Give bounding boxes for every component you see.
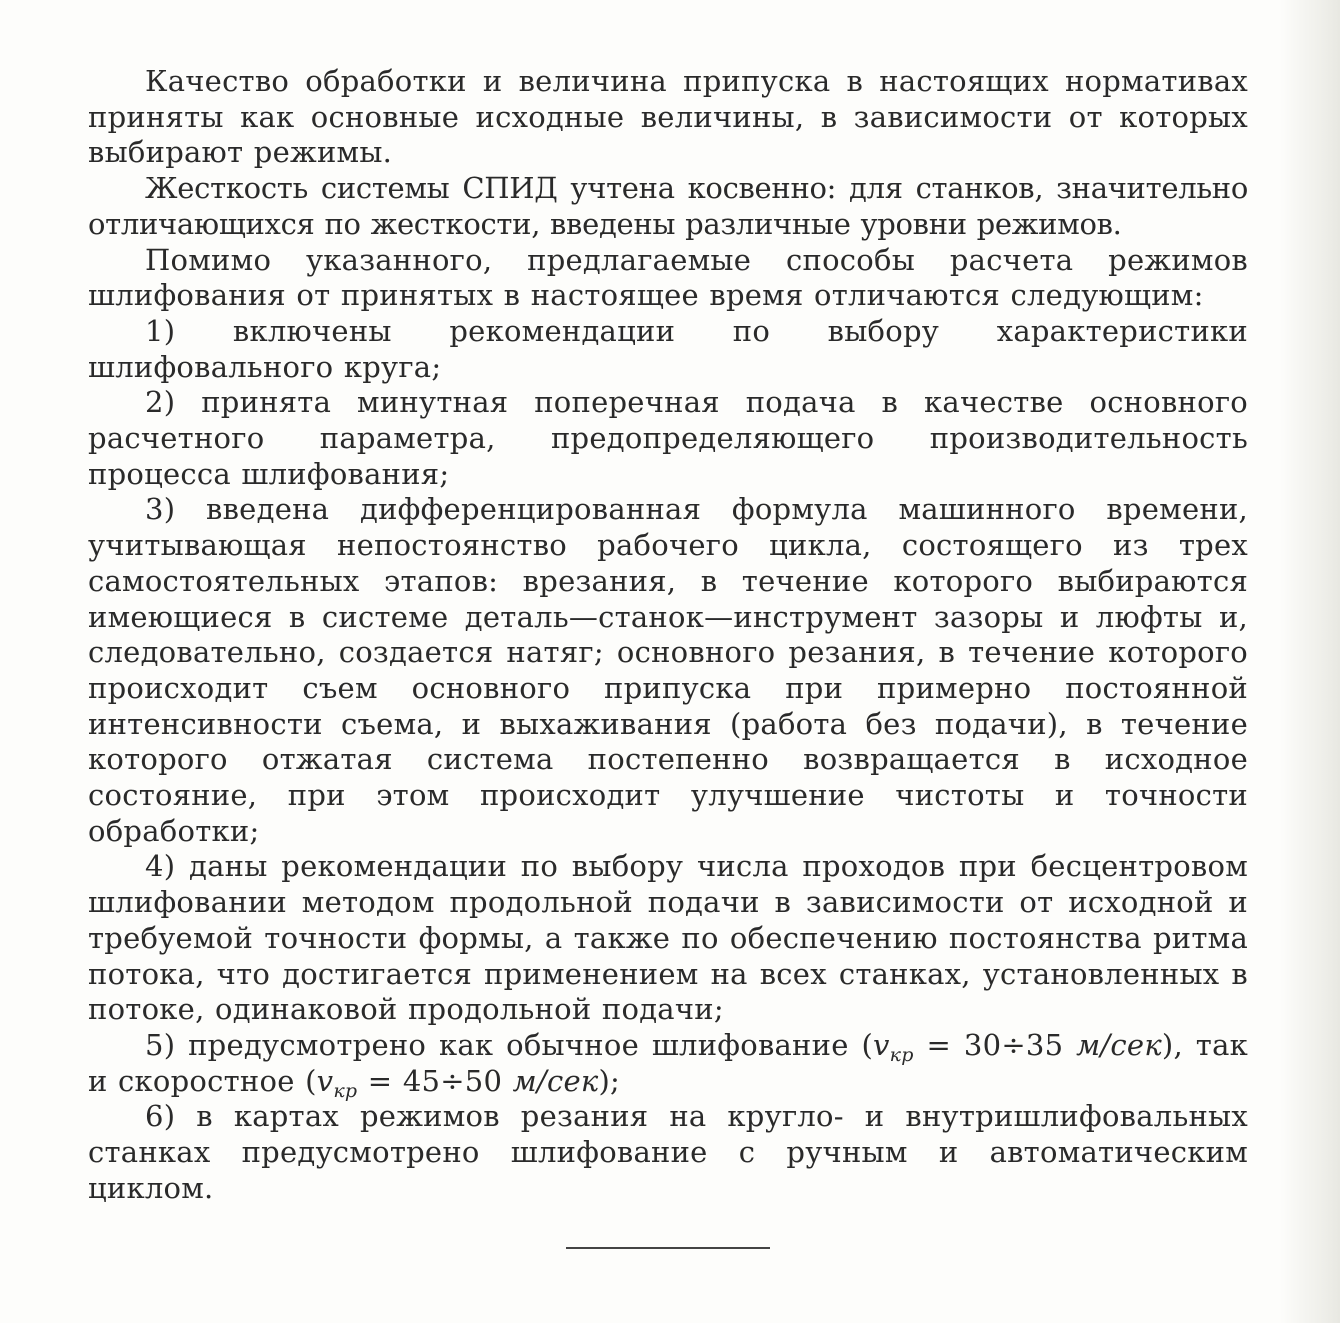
paragraph-rigidity: Жесткость системы СПИД учтена косвенно: для станков, значительно отличающихся по жесткости, введены различные уровни режимов.	[88, 171, 1248, 241]
list-item-1: 1) включены рекомендации по выбору характеристики шлифовального круга;	[88, 313, 1248, 384]
item5-velocity-symbol-1: v	[873, 1027, 890, 1062]
list-item-3: 3) введена дифференцированная формула машинного времени, учитывающая непостоянство рабочего цикла, состоящего из трех самостоятельных этапов: врезания, в течение которого выбираются имеющиеся в системе деталь—станок—инструмент зазоры и люфты и, следовательно, создается натяг; основного резания, в течение которого происходит съем основного припуска при примерно постоянной интенсивности съема, и выхаживания (работа без подачи), в течение которого отжатая система постепенно возвращается в исходное состояние, при этом происходит улучшение чистоты и точности обработки;	[88, 492, 1248, 848]
item5-unit-1: м/сек	[1076, 1027, 1162, 1062]
list-item-6: 6) в картах режимов резания на кругло- и внутришлифовальных станках предусмотрено шлифование с ручным и автоматическим циклом.	[88, 1099, 1248, 1205]
body-text	[88, 64, 1248, 1207]
section-end-rule	[566, 1247, 770, 1249]
item5-text-middle: ), так и скоростное (	[88, 1027, 1248, 1098]
item5-range-2: = 45÷50	[357, 1063, 513, 1098]
page-edge-shadow	[1280, 0, 1340, 1323]
paragraph-differences: Помимо указанного, предлагаемые способы расчета режимов шлифования от принятых в настоящее время отличаются следующим:	[88, 242, 1248, 313]
list-item-5	[88, 1027, 1248, 1102]
list-item-4: 4) даны рекомендации по выбору числа проходов при бесцентровом шлифовании методом продольной подачи в зависимости от исходной и требуемой точности формы, а также по обеспечению постоянства ритма потока, что достигается применением на всех станках, установленных в потоке, одинаковой продольной подачи;	[88, 849, 1248, 1027]
item5-velocity-symbol-2: v	[316, 1063, 334, 1098]
item5-unit-2: м/сек	[512, 1063, 599, 1098]
paragraph-quality: Качество обработки и величина припуска в настоящих нормативах приняты как основные исходные величины, в зависимости от которых выбирают режимы.	[88, 64, 1248, 170]
item5-range-1: = 30÷35	[913, 1027, 1077, 1062]
item5-subscript-2: кр	[333, 1079, 358, 1102]
list-item-2: 2) принята минутная поперечная подача в качестве основного расчетного параметра, предопределяющего производительность процесса шлифования;	[88, 385, 1248, 491]
item5-text-after: );	[598, 1063, 621, 1098]
item5-text-before: 5) предусмотрено как обычное шлифование (	[145, 1027, 874, 1062]
item5-subscript-1: кр	[889, 1043, 914, 1066]
